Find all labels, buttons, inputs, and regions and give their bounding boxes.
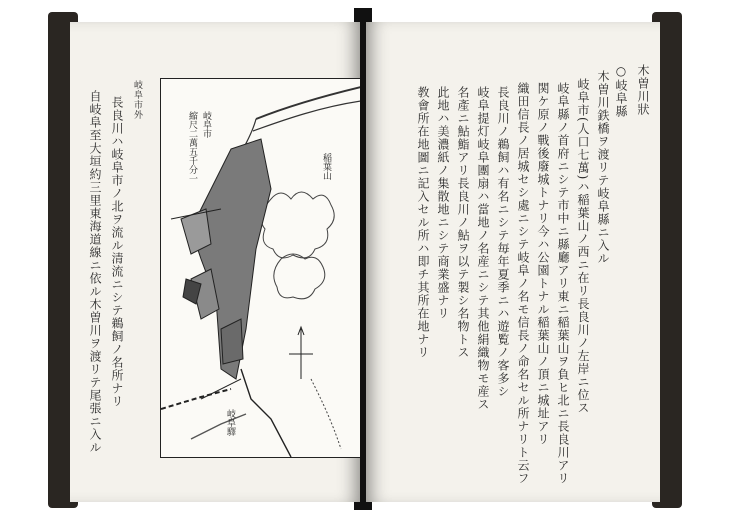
right-text-line-5: 関ケ原ノ戰後廢城トナリ今ハ公園トナル稲葉山ノ頂ニ城址アリ (536, 82, 550, 446)
city-map (160, 78, 360, 458)
map-mountain-label: 稲葉山 (321, 153, 331, 180)
right-page (366, 22, 660, 502)
map-subtitle: 縮尺二萬五千分一 (187, 111, 197, 183)
right-text-line-7: 長良川ノ鵜飼ハ有名ニシテ毎年夏季ニハ遊覧ノ客多シ (496, 86, 510, 398)
left-text-line-2: 自岐阜至大垣約三里東海道線ニ依ル木曽川ヲ渡リテ尾張ニ入ル (88, 90, 102, 454)
left-text-line-1: 長良川ハ岐阜市ノ北ヲ流ル清流ニシテ鵜飼ノ名所ナリ (110, 96, 124, 408)
right-text-line-3: 岐阜市(人口七萬)ハ稲葉山ノ西ニ在リ長良川ノ左岸ニ位ス (576, 78, 590, 415)
map-title: 岐阜市 (201, 111, 211, 138)
right-text-line-4: 岐阜縣ノ首府ニシテ市中ニ縣廳アリ東ニ稲葉山ヲ負ヒ北ニ長良川アリ (556, 82, 570, 485)
map-station-label: 岐阜驛 (225, 409, 235, 436)
left-page (70, 22, 360, 502)
open-book (48, 8, 684, 510)
right-text-line-9: 名產ニ鮎鮨アリ長良川ノ鮎ヲ以テ製シ名物トス (456, 86, 470, 359)
right-text-line-2: 木曽川鉄橋ヲ渡リテ岐阜縣ニ入ル (596, 70, 610, 265)
right-text-line-6: 織田信長ノ居城セシ處ニシテ岐阜ノ名モ信長ノ命名セル所ナリト云フ (516, 82, 530, 485)
right-text-line-10: 此地ハ美濃紙ノ集散地ニシテ商業盛ナリ (436, 86, 450, 320)
right-section-heading: 木曽川狀 (636, 64, 650, 116)
left-margin-note: 岐阜市外 (132, 80, 142, 120)
right-text-line-8: 岐阜提灯岐阜團扇ハ當地ノ名産ニシテ其他絹織物モ産ス (476, 86, 490, 411)
right-text-line-1: ○岐阜縣 (614, 64, 628, 118)
right-text-line-11: 教會所在地圖ニ記入セル所ハ即チ其所在地ナリ (416, 86, 430, 359)
